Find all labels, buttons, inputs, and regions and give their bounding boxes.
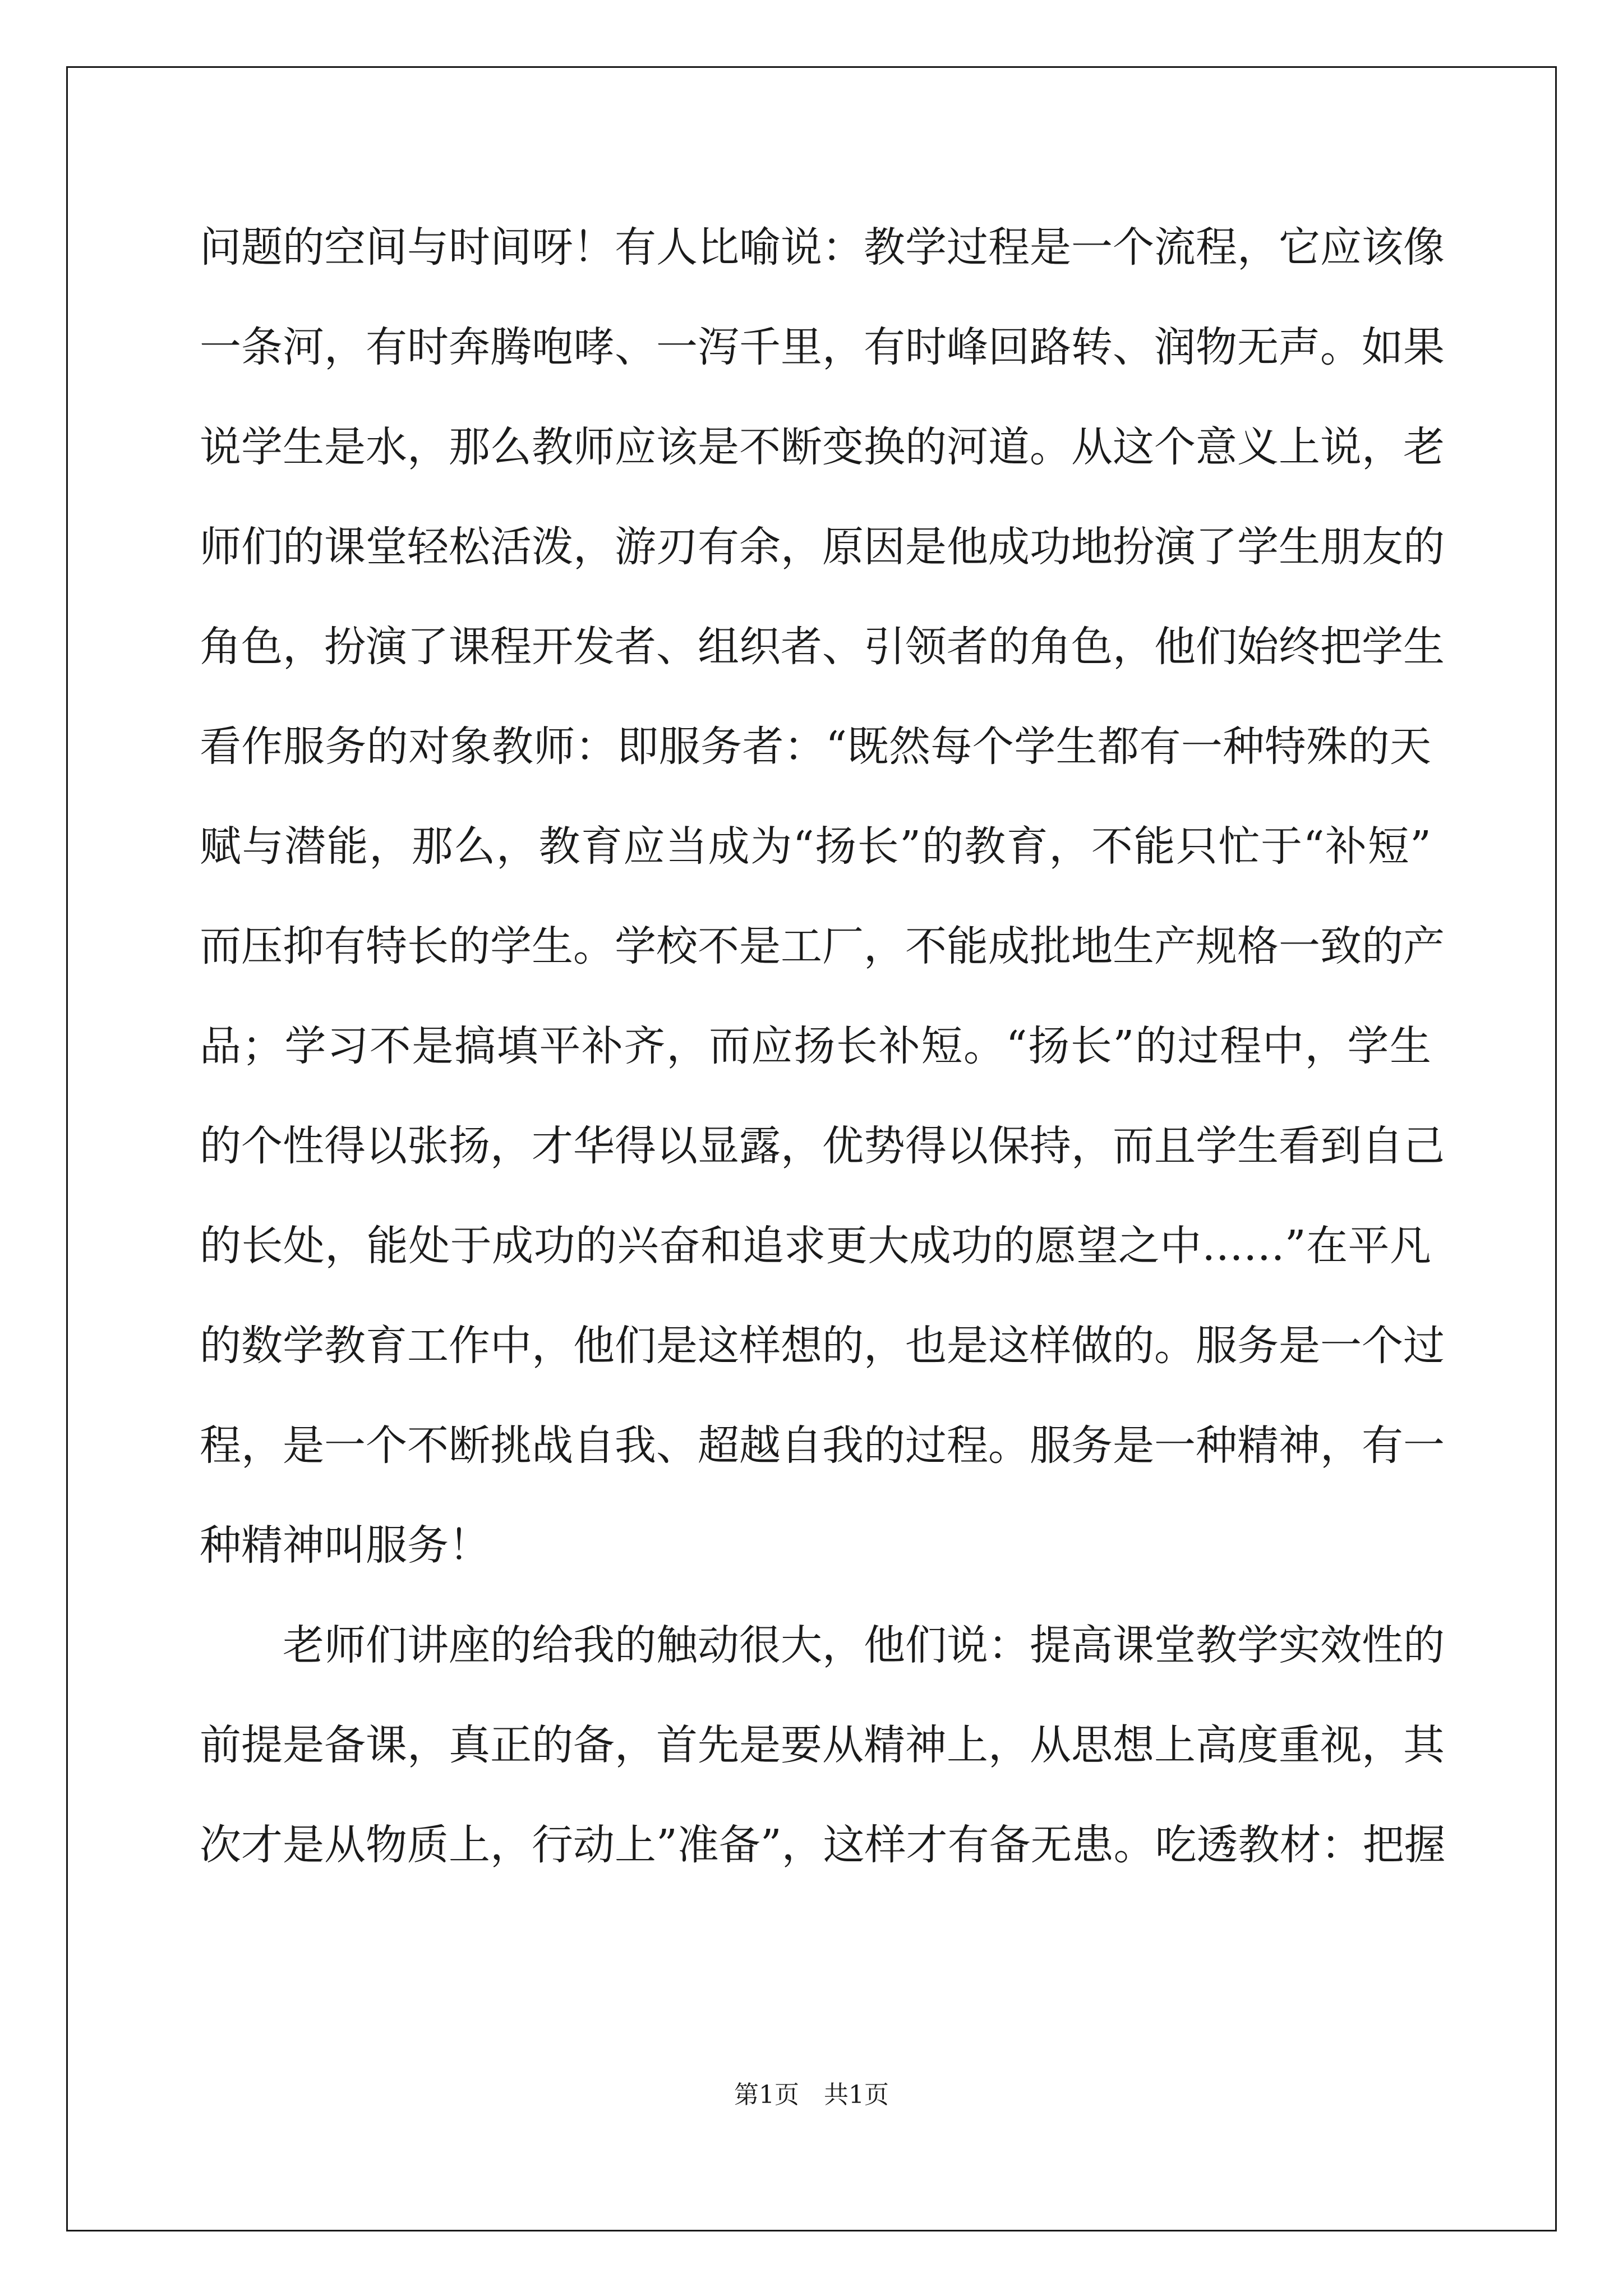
text-line: 角色，扮演了课程开发者、组织者、引领者的角色，他们始终把学生 [200,623,1445,671]
text-line: 品；学习不是搞填平补齐，而应扬长补短。“扬长”的过程中，学生 [200,1022,1431,1070]
text-line: 次才是从物质上，行动上”准备”，这样才有备无患。吃透教材：把握 [200,1821,1446,1869]
text-line: 说学生是水，那么教师应该是不断变换的河道。从这个意义上说，老 [200,423,1445,471]
text-line: 而压抑有特长的学生。学校不是工厂，不能成批地生产规格一致的产 [200,922,1445,970]
text-line: 老师们讲座的给我的触动很大，他们说：提高课堂教学实效性的 [283,1621,1445,1669]
text-line: 问题的空间与时间呀！有人比喻说：教学过程是一个流程，它应该像 [200,223,1445,272]
text-line: 程，是一个不断挑战自我、超越自我的过程。服务是一种精神，有一 [200,1421,1445,1470]
document-body [200,197,1446,1895]
text-line: 的数学教育工作中，他们是这样想的，也是这样做的。服务是一个过 [200,1322,1445,1370]
text-line: 师们的课堂轻松活泼，游刃有余，原因是他成功地扮演了学生朋友的 [200,523,1445,571]
page-footer [0,2078,1623,2112]
text-line: 看作服务的对象教师：即服务者：“既然每个学生都有一种特殊的天 [200,723,1431,771]
text-line: 赋与潜能，那么，教育应当成为“扬长”的教育，不能只忙于“补短” [200,822,1431,871]
text-line: 种精神叫服务！ [200,1521,490,1570]
text-line: 的长处，能处于成功的兴奋和追求更大成功的愿望之中……”在平凡 [200,1222,1431,1270]
text-line: 一条河，有时奔腾咆哮、一泻千里，有时峰回路转、润物无声。如果 [200,323,1445,371]
text-line: 前提是备课，真正的备，首先是要从精神上，从思想上高度重视，其 [200,1721,1445,1769]
text-line: 的个性得以张扬，才华得以显露，优势得以保持，而且学生看到自己 [200,1122,1445,1170]
page-number-label: 第1页 共1页 [734,2081,889,2109]
